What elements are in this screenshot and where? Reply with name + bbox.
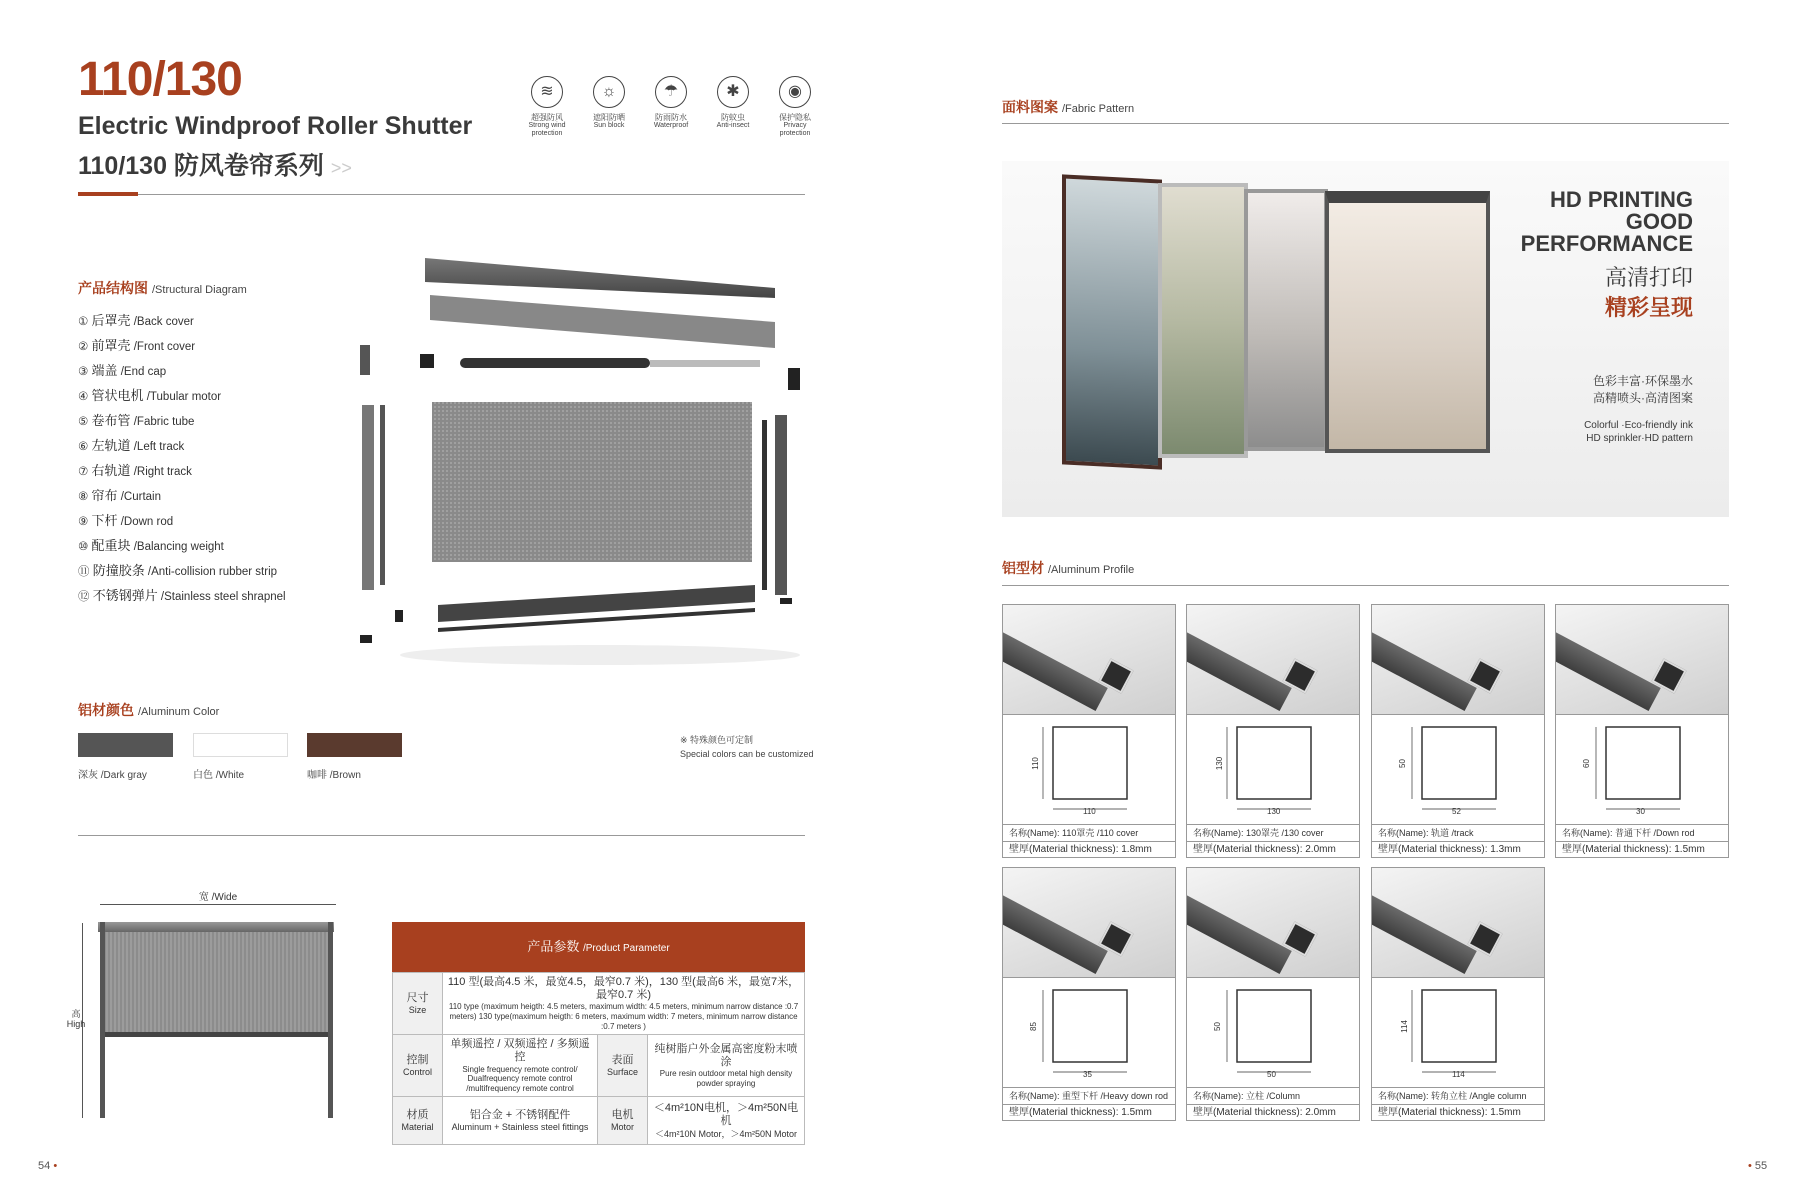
item-en: /Front cover: [133, 341, 196, 353]
profile-card: [1002, 604, 1176, 858]
dim-width: 50: [1267, 1070, 1276, 1079]
accent-bar: [78, 192, 138, 196]
hd-line: PERFORMANCE: [1520, 231, 1693, 256]
heading-zh: 产品结构图: [78, 280, 148, 296]
subtitle-zh: [78, 146, 352, 182]
structure-item: [78, 308, 286, 333]
k-zh: 表面: [611, 1053, 634, 1066]
profile-name: 名称(Name): 130罩壳 /130 cover: [1187, 825, 1359, 842]
insect-icon: ✱: [717, 76, 749, 108]
divider: [1002, 123, 1729, 124]
profile-drawing: [1372, 715, 1544, 825]
structure-item: [78, 333, 286, 358]
feature-zh: 保护隐私: [779, 113, 811, 122]
item-en: /Right track: [133, 466, 192, 478]
k-zh: 尺寸: [406, 991, 429, 1004]
item-zh: 帘布: [91, 488, 118, 503]
heading-en: /Aluminum Color: [138, 706, 220, 718]
feature-4: [768, 76, 822, 138]
profile-card: [1002, 867, 1176, 1121]
structure-item: [78, 533, 286, 558]
product-title: 110/130: [78, 53, 242, 106]
profile-card: [1186, 867, 1360, 1121]
width-line: [100, 904, 336, 905]
page-number-left: 54 •: [38, 1160, 58, 1172]
v-en: Aluminum + Stainless steel fittings: [451, 1122, 589, 1132]
structure-heading: [78, 278, 247, 298]
feature-en: Anti-insect: [716, 122, 750, 130]
feature-zh: 遮阳防晒: [593, 113, 625, 122]
v-en: Single frequency remote control/ Dualfrequency remote control /multifrequency remote control: [462, 1064, 578, 1093]
page-num: 54: [38, 1160, 51, 1172]
dim-height: 60: [1581, 759, 1591, 768]
heading-zh: 面料图案: [1002, 99, 1058, 115]
tornado-icon: ≋: [531, 76, 563, 108]
en-line: HD sprinkler·HD pattern: [1586, 433, 1693, 444]
swatch-label: 咖啡 /Brown: [307, 770, 361, 781]
arrow-icon: >>: [330, 158, 352, 178]
panel-ink: [1325, 191, 1490, 453]
curtain: [104, 932, 328, 1032]
swatch-label: 深灰 /Dark gray: [78, 770, 147, 781]
swatch-dark-gray: [78, 733, 173, 757]
dim-height: 114: [1399, 1020, 1409, 1033]
panel-landscape: [1062, 174, 1162, 469]
item-en: /Tubular motor: [146, 391, 222, 403]
item-num: ⑩: [78, 541, 89, 553]
dim-width: 110: [1083, 807, 1096, 816]
panel-figure: [1158, 183, 1248, 458]
v-zh: 110 型(最高4.5 米，最宽4.5，最窄0.7 米)，130 型(最高6 米，最宽7米，最窄0.7 米): [447, 976, 800, 1002]
v-en: Pure resin outdoor metal high density powder spraying: [659, 1069, 793, 1088]
dim-width: 52: [1452, 807, 1461, 816]
profile-photo: [1003, 868, 1175, 978]
exploded-diagram: [350, 250, 810, 670]
parameter-table: [392, 922, 805, 1145]
profile-drawing: [1187, 715, 1359, 825]
feature-icons: [520, 76, 822, 138]
profile-drawing: [1372, 978, 1544, 1088]
k-en: Surface: [606, 1066, 639, 1077]
feature-2: [644, 76, 698, 138]
item-en: /Fabric tube: [133, 416, 195, 428]
feature-zh: 防雨防水: [655, 113, 687, 122]
motor-value: [648, 1097, 805, 1145]
v-zh: ＜4m²10N电机，＞4m²50N电机: [653, 1102, 799, 1128]
feature-en: Privacy protection: [779, 122, 811, 138]
profile-photo: [1187, 868, 1359, 978]
profile-name: 名称(Name): 普通下杆 /Down rod: [1556, 825, 1728, 842]
structure-item: [78, 483, 286, 508]
subtitle-en: Electric Windproof Roller Shutter: [78, 112, 473, 140]
fabric-pattern-image: [1002, 161, 1729, 517]
feature-en: Sun block: [593, 122, 625, 130]
high-zh: 高: [71, 1009, 81, 1019]
profile-thickness: 壁厚(Material thickness): 2.0mm: [1193, 1107, 1336, 1118]
item-num: ②: [78, 341, 89, 353]
k-en: Control: [402, 1066, 432, 1077]
item-zh: 右轨道: [91, 463, 131, 478]
swatch-white: [193, 733, 288, 757]
item-zh: 防撞胶条: [92, 563, 145, 578]
eye-slash-icon: ◉: [779, 76, 811, 108]
zh-line: 高精喷头·高清图案: [1593, 391, 1693, 405]
item-num: ①: [78, 316, 89, 328]
structure-item: [78, 558, 286, 583]
item-zh: 卷布管: [91, 413, 131, 428]
header-zh: 产品参数: [527, 939, 580, 954]
left-track: [100, 922, 105, 1118]
color-heading: [78, 700, 219, 720]
note-zh: ※ 特殊颜色可定制: [680, 735, 754, 745]
profile-name: 名称(Name): 重型下杆 /Heavy down rod: [1003, 1088, 1175, 1105]
profile-name: 名称(Name): 转角立柱 /Angle column: [1372, 1088, 1544, 1105]
v-en: 110 type (maximum heigth: 4.5 meters, maximum width: 4.5 meters, minimum narrow distance :0.7 meters) 130 type(maximum heigth: 6 meters, maximum width: 7 meters, minimum narrow distance :0.7 meters ): [448, 1002, 799, 1031]
zh-line: 高清打印: [1604, 265, 1693, 290]
profile-thickness: 壁厚(Material thickness): 2.0mm: [1193, 844, 1336, 855]
dim-height: 110: [1030, 757, 1040, 770]
heading-en: /Fabric Pattern: [1062, 103, 1135, 115]
structure-item: [78, 358, 286, 383]
feature-1: [582, 76, 636, 138]
hd-line: GOOD: [1625, 209, 1693, 234]
profile-thickness: 壁厚(Material thickness): 1.8mm: [1009, 844, 1152, 855]
dim-height: 130: [1215, 756, 1225, 771]
material-value: [443, 1097, 598, 1145]
control-key: [393, 1035, 443, 1097]
material-key: [393, 1097, 443, 1145]
heading-zh: 铝材颜色: [78, 702, 134, 718]
item-en: /End cap: [120, 366, 167, 378]
structure-item: [78, 458, 286, 483]
structure-item: [78, 408, 286, 433]
high-en: High: [66, 1018, 86, 1029]
profile-heading: [1002, 558, 1134, 578]
wide-label: 宽 /Wide: [198, 892, 238, 903]
structure-item: [78, 383, 286, 408]
item-zh: 管状电机: [91, 388, 144, 403]
profile-photo: [1003, 605, 1175, 715]
profile-photo: [1372, 868, 1544, 978]
dim-width: 130: [1267, 807, 1281, 816]
dim-width: 35: [1083, 1070, 1092, 1079]
size-value: [443, 973, 805, 1035]
high-label: [56, 1010, 96, 1030]
item-en: /Back cover: [133, 316, 194, 328]
custom-color-note: [680, 734, 814, 761]
dim-width: 114: [1452, 1070, 1465, 1079]
dim-height: 50: [1212, 1022, 1222, 1031]
item-num: ⑧: [78, 491, 89, 503]
profile-photo: [1187, 605, 1359, 715]
zh-line: 色彩丰富·环保墨水: [1593, 374, 1693, 388]
divider: [1002, 585, 1729, 586]
item-num: ⑨: [78, 516, 89, 528]
profile-thickness: 壁厚(Material thickness): 1.5mm: [1378, 1107, 1521, 1118]
k-zh: 控制: [406, 1053, 429, 1066]
v-zh: 纯树脂户外金属高密度粉末喷涂: [654, 1042, 798, 1069]
motor-key: [598, 1097, 648, 1145]
profile-card: [1371, 867, 1545, 1121]
item-en: /Left track: [133, 441, 185, 453]
feature-zh: 防蚊虫: [721, 113, 745, 122]
k-zh: 材质: [406, 1108, 429, 1121]
profile-thickness: 壁厚(Material thickness): 1.5mm: [1562, 844, 1705, 855]
params: [392, 972, 805, 1145]
k-en: Material: [401, 1122, 434, 1132]
item-num: ⑫: [78, 591, 90, 603]
item-zh: 下杆: [91, 513, 118, 528]
subtitle-zh-text: 110/130 防风卷帘系列: [78, 152, 324, 180]
box: [98, 922, 334, 932]
profile-photo: [1556, 605, 1728, 715]
umbrella-icon: ☂: [655, 76, 687, 108]
header-en: /Product Parameter: [582, 943, 670, 954]
k-en: Size: [408, 1004, 427, 1015]
heading-en: /Structural Diagram: [152, 284, 247, 296]
zh-line: 精彩呈现: [1604, 295, 1693, 320]
item-zh: 不锈钢弹片: [92, 588, 158, 603]
profile-card: [1186, 604, 1360, 858]
item-num: ③: [78, 366, 89, 378]
item-zh: 配重块: [91, 538, 131, 553]
note-en: Special colors can be customized: [680, 748, 814, 759]
v-en: ＜4m²10N Motor，＞4m²50N Motor: [654, 1128, 798, 1139]
profile-name: 名称(Name): 轨道 /track: [1372, 825, 1544, 842]
surface-value: [648, 1035, 805, 1097]
divider: [78, 194, 805, 195]
structure-item: [78, 508, 286, 533]
heading-zh: 铝型材: [1002, 560, 1044, 576]
dimension-diagram: [66, 888, 338, 1123]
item-zh: 端盖: [91, 363, 118, 378]
item-num: ⑤: [78, 416, 89, 428]
heading-en: /Aluminum Profile: [1048, 564, 1135, 576]
dim-height: 85: [1028, 1022, 1038, 1031]
item-en: /Balancing weight: [133, 541, 224, 553]
hd-line: HD PRINTING: [1550, 187, 1693, 212]
control-value: [443, 1035, 598, 1097]
en-line: Colorful ·Eco-friendly ink: [1584, 420, 1693, 431]
k-zh: 电机: [611, 1108, 634, 1121]
item-num: ⑪: [78, 566, 90, 578]
profile-thickness: 壁厚(Material thickness): 1.5mm: [1009, 1107, 1152, 1118]
item-num: ④: [78, 391, 89, 403]
profile-drawing: [1556, 715, 1728, 825]
dim-height: 50: [1397, 759, 1407, 768]
item-num: ⑦: [78, 466, 89, 478]
panel-mountain: [1244, 189, 1328, 451]
item-zh: 前罩壳: [91, 338, 131, 353]
structure-item: [78, 583, 286, 608]
profile-name: 名称(Name): 110罩壳 /110 cover: [1003, 825, 1175, 842]
item-zh: 后罩壳: [91, 313, 131, 328]
dim-width: 30: [1636, 807, 1645, 816]
structure-list: [78, 308, 286, 608]
profile-card: [1371, 604, 1545, 858]
feature-en: Waterproof: [653, 122, 689, 130]
feature-0: [520, 76, 574, 138]
page-number-right: • 55: [1748, 1160, 1768, 1172]
item-en: /Stainless steel shrapnel: [160, 591, 286, 603]
profile-drawing: [1187, 978, 1359, 1088]
hd-text: [1521, 189, 1693, 445]
structure-item: [78, 433, 286, 458]
item-en: /Down rod: [120, 516, 174, 528]
swatch-label: 白色 /White: [193, 770, 245, 781]
v-zh: 铝合金 + 不锈钢配件: [469, 1108, 571, 1121]
feature-zh: 超强防风: [531, 113, 563, 122]
profile-drawing: [1003, 715, 1175, 825]
item-en: /Curtain: [120, 491, 162, 503]
right-track: [328, 922, 333, 1118]
bottom-rod: [100, 1032, 332, 1037]
divider: [78, 835, 805, 836]
item-num: ⑥: [78, 441, 89, 453]
surface-key: [598, 1035, 648, 1097]
profile-drawing: [1003, 978, 1175, 1088]
table-header: [392, 922, 805, 972]
size-key: [393, 973, 443, 1035]
profile-photo: [1372, 605, 1544, 715]
profile-name: 名称(Name): 立柱 /Column: [1187, 1088, 1359, 1105]
feature-en: Strong wind protection: [528, 122, 566, 138]
feature-3: [706, 76, 760, 138]
page-num: 55: [1754, 1160, 1768, 1172]
swatch-brown: [307, 733, 402, 757]
v-zh: 单频遥控 / 双频遥控 / 多频遥控: [450, 1038, 590, 1064]
profile-thickness: 壁厚(Material thickness): 1.3mm: [1378, 844, 1521, 855]
fabric-heading: [1002, 97, 1134, 117]
item-en: /Anti-collision rubber strip: [147, 566, 278, 578]
item-zh: 左轨道: [91, 438, 131, 453]
profile-card: [1555, 604, 1729, 858]
sun-icon: ☼: [593, 76, 625, 108]
k-en: Motor: [610, 1122, 634, 1132]
